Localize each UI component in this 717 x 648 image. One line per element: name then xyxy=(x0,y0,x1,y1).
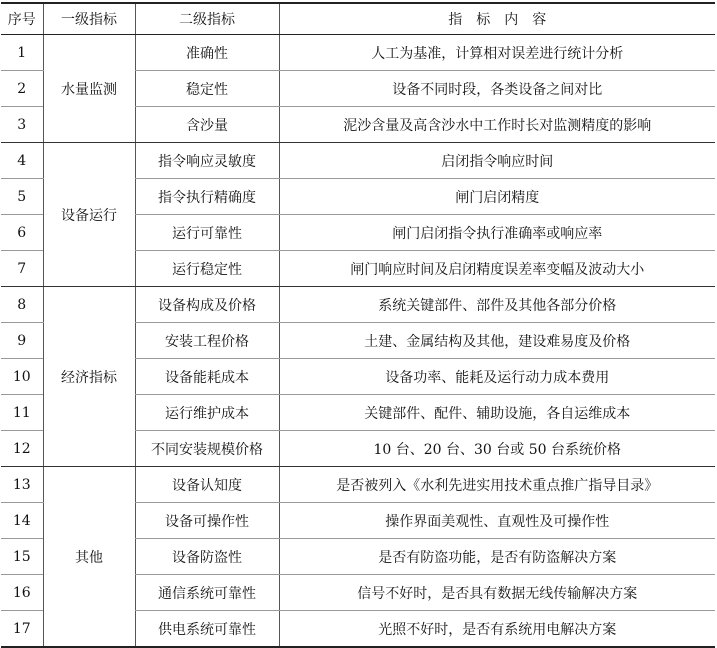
indicator-content: 设备功率、能耗及运行动力成本费用 xyxy=(279,359,715,395)
indicator-content: 设备不同时段，各类设备之间对比 xyxy=(279,71,715,107)
indicator-content: 人工为基准，计算相对误差进行统计分析 xyxy=(279,35,715,71)
indicator-content: 土建、金属结构及其他，建设难易度及价格 xyxy=(279,323,715,359)
row-no: 10 xyxy=(1,359,43,395)
table-row xyxy=(1,287,715,323)
sub-indicator: 准确性 xyxy=(135,35,279,71)
row-no: 11 xyxy=(1,395,43,431)
row-no: 14 xyxy=(1,503,43,539)
indicator-content: 是否有防盗功能，是否有防盗解决方案 xyxy=(279,539,715,575)
indicator-content: 关键部件、配件、辅助设施，各自运维成本 xyxy=(279,395,715,431)
row-no: 13 xyxy=(1,467,43,503)
sub-indicator: 稳定性 xyxy=(135,71,279,107)
row-no: 16 xyxy=(1,575,43,611)
header-row xyxy=(1,3,715,35)
category-cell: 设备运行 xyxy=(43,143,135,287)
row-no: 17 xyxy=(1,611,43,648)
category-cell: 其他 xyxy=(43,467,135,648)
indicator-content: 操作界面美观性、直观性及可操作性 xyxy=(279,503,715,539)
indicator-content: 光照不好时，是否有系统用电解决方案 xyxy=(279,611,715,648)
sub-indicator: 通信系统可靠性 xyxy=(135,575,279,611)
row-no: 7 xyxy=(1,251,43,287)
sub-indicator: 设备构成及价格 xyxy=(135,287,279,323)
indicator-table xyxy=(1,2,715,648)
sub-indicator: 安装工程价格 xyxy=(135,323,279,359)
sub-indicator: 设备防盗性 xyxy=(135,539,279,575)
table-row xyxy=(1,35,715,71)
header-content: 指 标 内 容 xyxy=(279,3,715,35)
sub-indicator: 不同安装规模价格 xyxy=(135,431,279,467)
category-cell: 经济指标 xyxy=(43,287,135,467)
indicator-content: 信号不好时，是否具有数据无线传输解决方案 xyxy=(279,575,715,611)
sub-indicator: 运行可靠性 xyxy=(135,215,279,251)
row-no: 9 xyxy=(1,323,43,359)
sub-indicator: 设备可操作性 xyxy=(135,503,279,539)
sub-indicator: 设备认知度 xyxy=(135,467,279,503)
row-no: 12 xyxy=(1,431,43,467)
sub-indicator: 指令响应灵敏度 xyxy=(135,143,279,179)
row-no: 2 xyxy=(1,71,43,107)
header-no: 序号 xyxy=(1,3,43,35)
indicator-content: 泥沙含量及高含沙水中工作时长对监测精度的影响 xyxy=(279,107,715,143)
row-no: 3 xyxy=(1,107,43,143)
sub-indicator: 设备能耗成本 xyxy=(135,359,279,395)
indicator-content: 闸门启闭精度 xyxy=(279,179,715,215)
sub-indicator: 指令执行精确度 xyxy=(135,179,279,215)
row-no: 5 xyxy=(1,179,43,215)
sub-indicator: 运行稳定性 xyxy=(135,251,279,287)
row-no: 8 xyxy=(1,287,43,323)
header-sub-indicator: 二级指标 xyxy=(135,3,279,35)
sub-indicator: 含沙量 xyxy=(135,107,279,143)
indicator-content: 是否被列入《水利先进实用技术重点推广指导目录》 xyxy=(279,467,715,503)
row-no: 6 xyxy=(1,215,43,251)
sub-indicator: 供电系统可靠性 xyxy=(135,611,279,648)
row-no: 1 xyxy=(1,35,43,71)
indicator-content: 启闭指令响应时间 xyxy=(279,143,715,179)
header-category: 一级指标 xyxy=(43,3,135,35)
sub-indicator: 运行维护成本 xyxy=(135,395,279,431)
indicator-content: 系统关键部件、部件及其他各部分价格 xyxy=(279,287,715,323)
indicator-content: 闸门启闭指令执行准确率或响应率 xyxy=(279,215,715,251)
indicator-content: 闸门响应时间及启闭精度误差率变幅及波动大小 xyxy=(279,251,715,287)
row-no: 4 xyxy=(1,143,43,179)
category-cell: 水量监测 xyxy=(43,35,135,143)
row-no: 15 xyxy=(1,539,43,575)
indicator-content: 10 台、20 台、30 台或 50 台系统价格 xyxy=(279,431,715,467)
table-row xyxy=(1,467,715,503)
table-row xyxy=(1,143,715,179)
